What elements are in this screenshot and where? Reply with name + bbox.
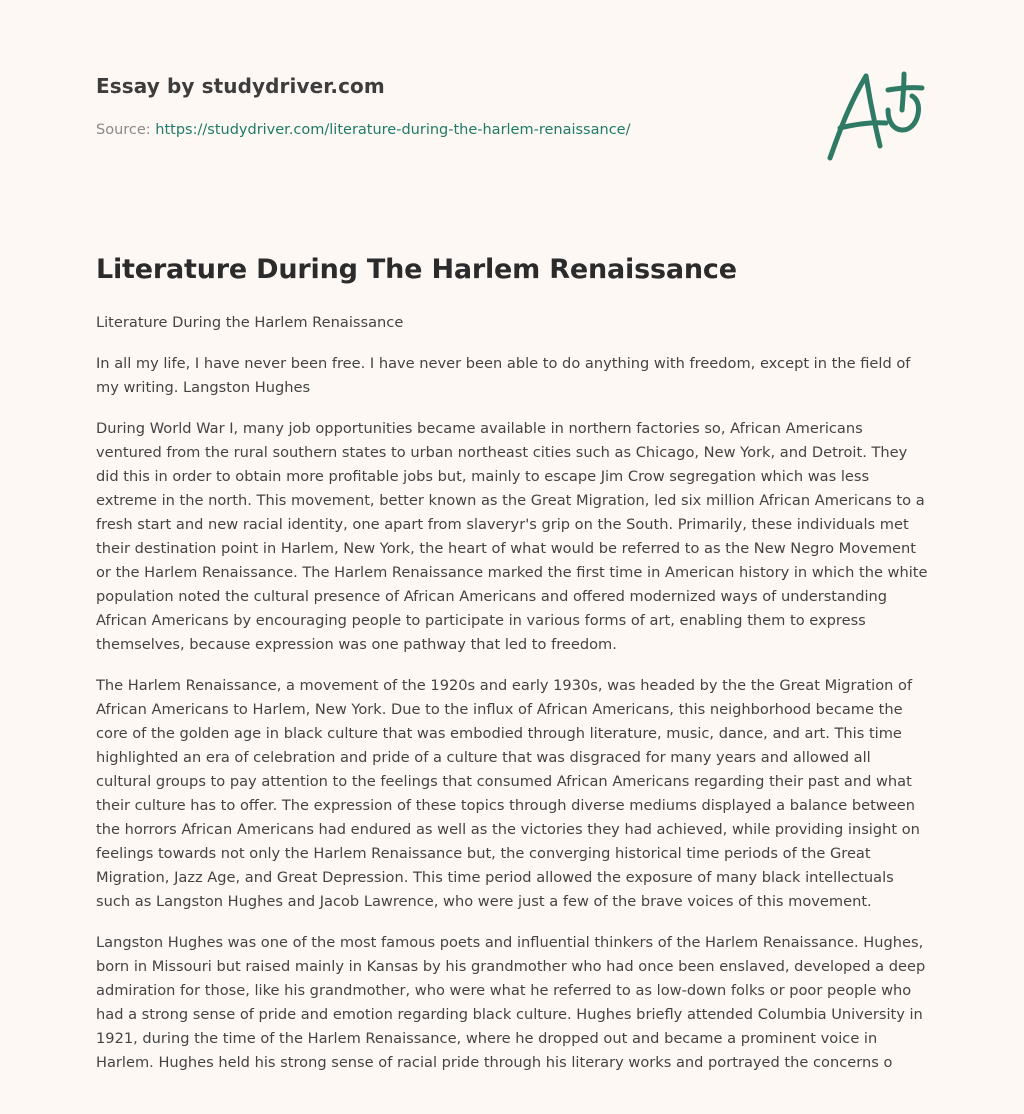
- article-paragraph: Langston Hughes was one of the most famous poets and influential thinkers of the Harlem Renaissance. Hughes, born in Missouri but raised mainly in Kansas by his grandmother who had once been enslaved, developed a deep admiration for those, like his grandmother, who were what he referred to as low-down folks or poor people who had a strong sense of pride and emotion regarding black culture. Hughes briefly attended Columbia University in 1921, during the time of the Harlem Renaissance, where he dropped out and became a prominent voice in Harlem. Hughes held his strong sense of racial pride through his literary works and portrayed the concerns o: [96, 934, 926, 1071]
- page-header: [96, 74, 926, 138]
- article-title: Literature During The Harlem Renaissance: [96, 254, 737, 285]
- source-line: [96, 122, 926, 138]
- source-label: Source:: [96, 122, 156, 138]
- article-paragraph: During World War I, many job opportunities became available in northern factories so, African Americans ventured from the rural southern states to urban northeast cities such as Chicago, New York, and Detroit. They did this in order to obtain more profitable jobs but, mainly to escape Jim Crow segregation which was less extreme in the north. This movement, better known as the Great Migration, led six million African Americans to a fresh start and new racial identity, one apart from slaveryr's grip on the South. Primarily, these individuals met their destination point in Harlem, New York, the heart of what would be referred to as the New Negro Movement or the Harlem Renaissance. The Harlem Renaissance marked the first time in American history in which the white population noted the cultural presence of African Americans and offered modernized ways of understanding African Americans by encouraging people to participate in various forms of art, enabling them to express themselves, because expression was one pathway that led to freedom.: [96, 420, 928, 653]
- site-brand: Essay by studydriver.com: [96, 74, 385, 98]
- source-link[interactable]: https://studydriver.com/literature-during-the-harlem-renaissance/: [155, 122, 631, 138]
- a-plus-icon: [818, 66, 930, 166]
- article-paragraph: In all my life, I have never been free. I have never been able to do anything with freedom, except in the field of my writing. Langston Hughes: [96, 355, 911, 396]
- article-paragraph: The Harlem Renaissance, a movement of the 1920s and early 1930s, was headed by the the Great Migration of African Americans to Harlem, New York. Due to the influx of African Americans, this neighborhood became the core of the golden age in black culture that was embodied through literature, music, dance, and art. This time highlighted an era of celebration and pride of a culture that was disgraced for many years and allowed all cultural groups to pay attention to the feelings that consumed African Americans regarding their past and what their culture has to offer. The expression of these topics through diverse mediums displayed a balance between the horrors African Americans had endured as well as the victories they had achieved, while providing insight on feelings towards not only the Harlem Renaissance but, the converging historical time periods of the Great Migration, Jazz Age, and Great Depression. This time period allowed the exposure of many black intellectuals such as Langston Hughes and Jacob Lawrence, who were just a few of the brave voices of this movement.: [96, 677, 920, 910]
- article: [96, 254, 928, 1092]
- article-subtitle: Literature During the Harlem Renaissance: [96, 314, 404, 331]
